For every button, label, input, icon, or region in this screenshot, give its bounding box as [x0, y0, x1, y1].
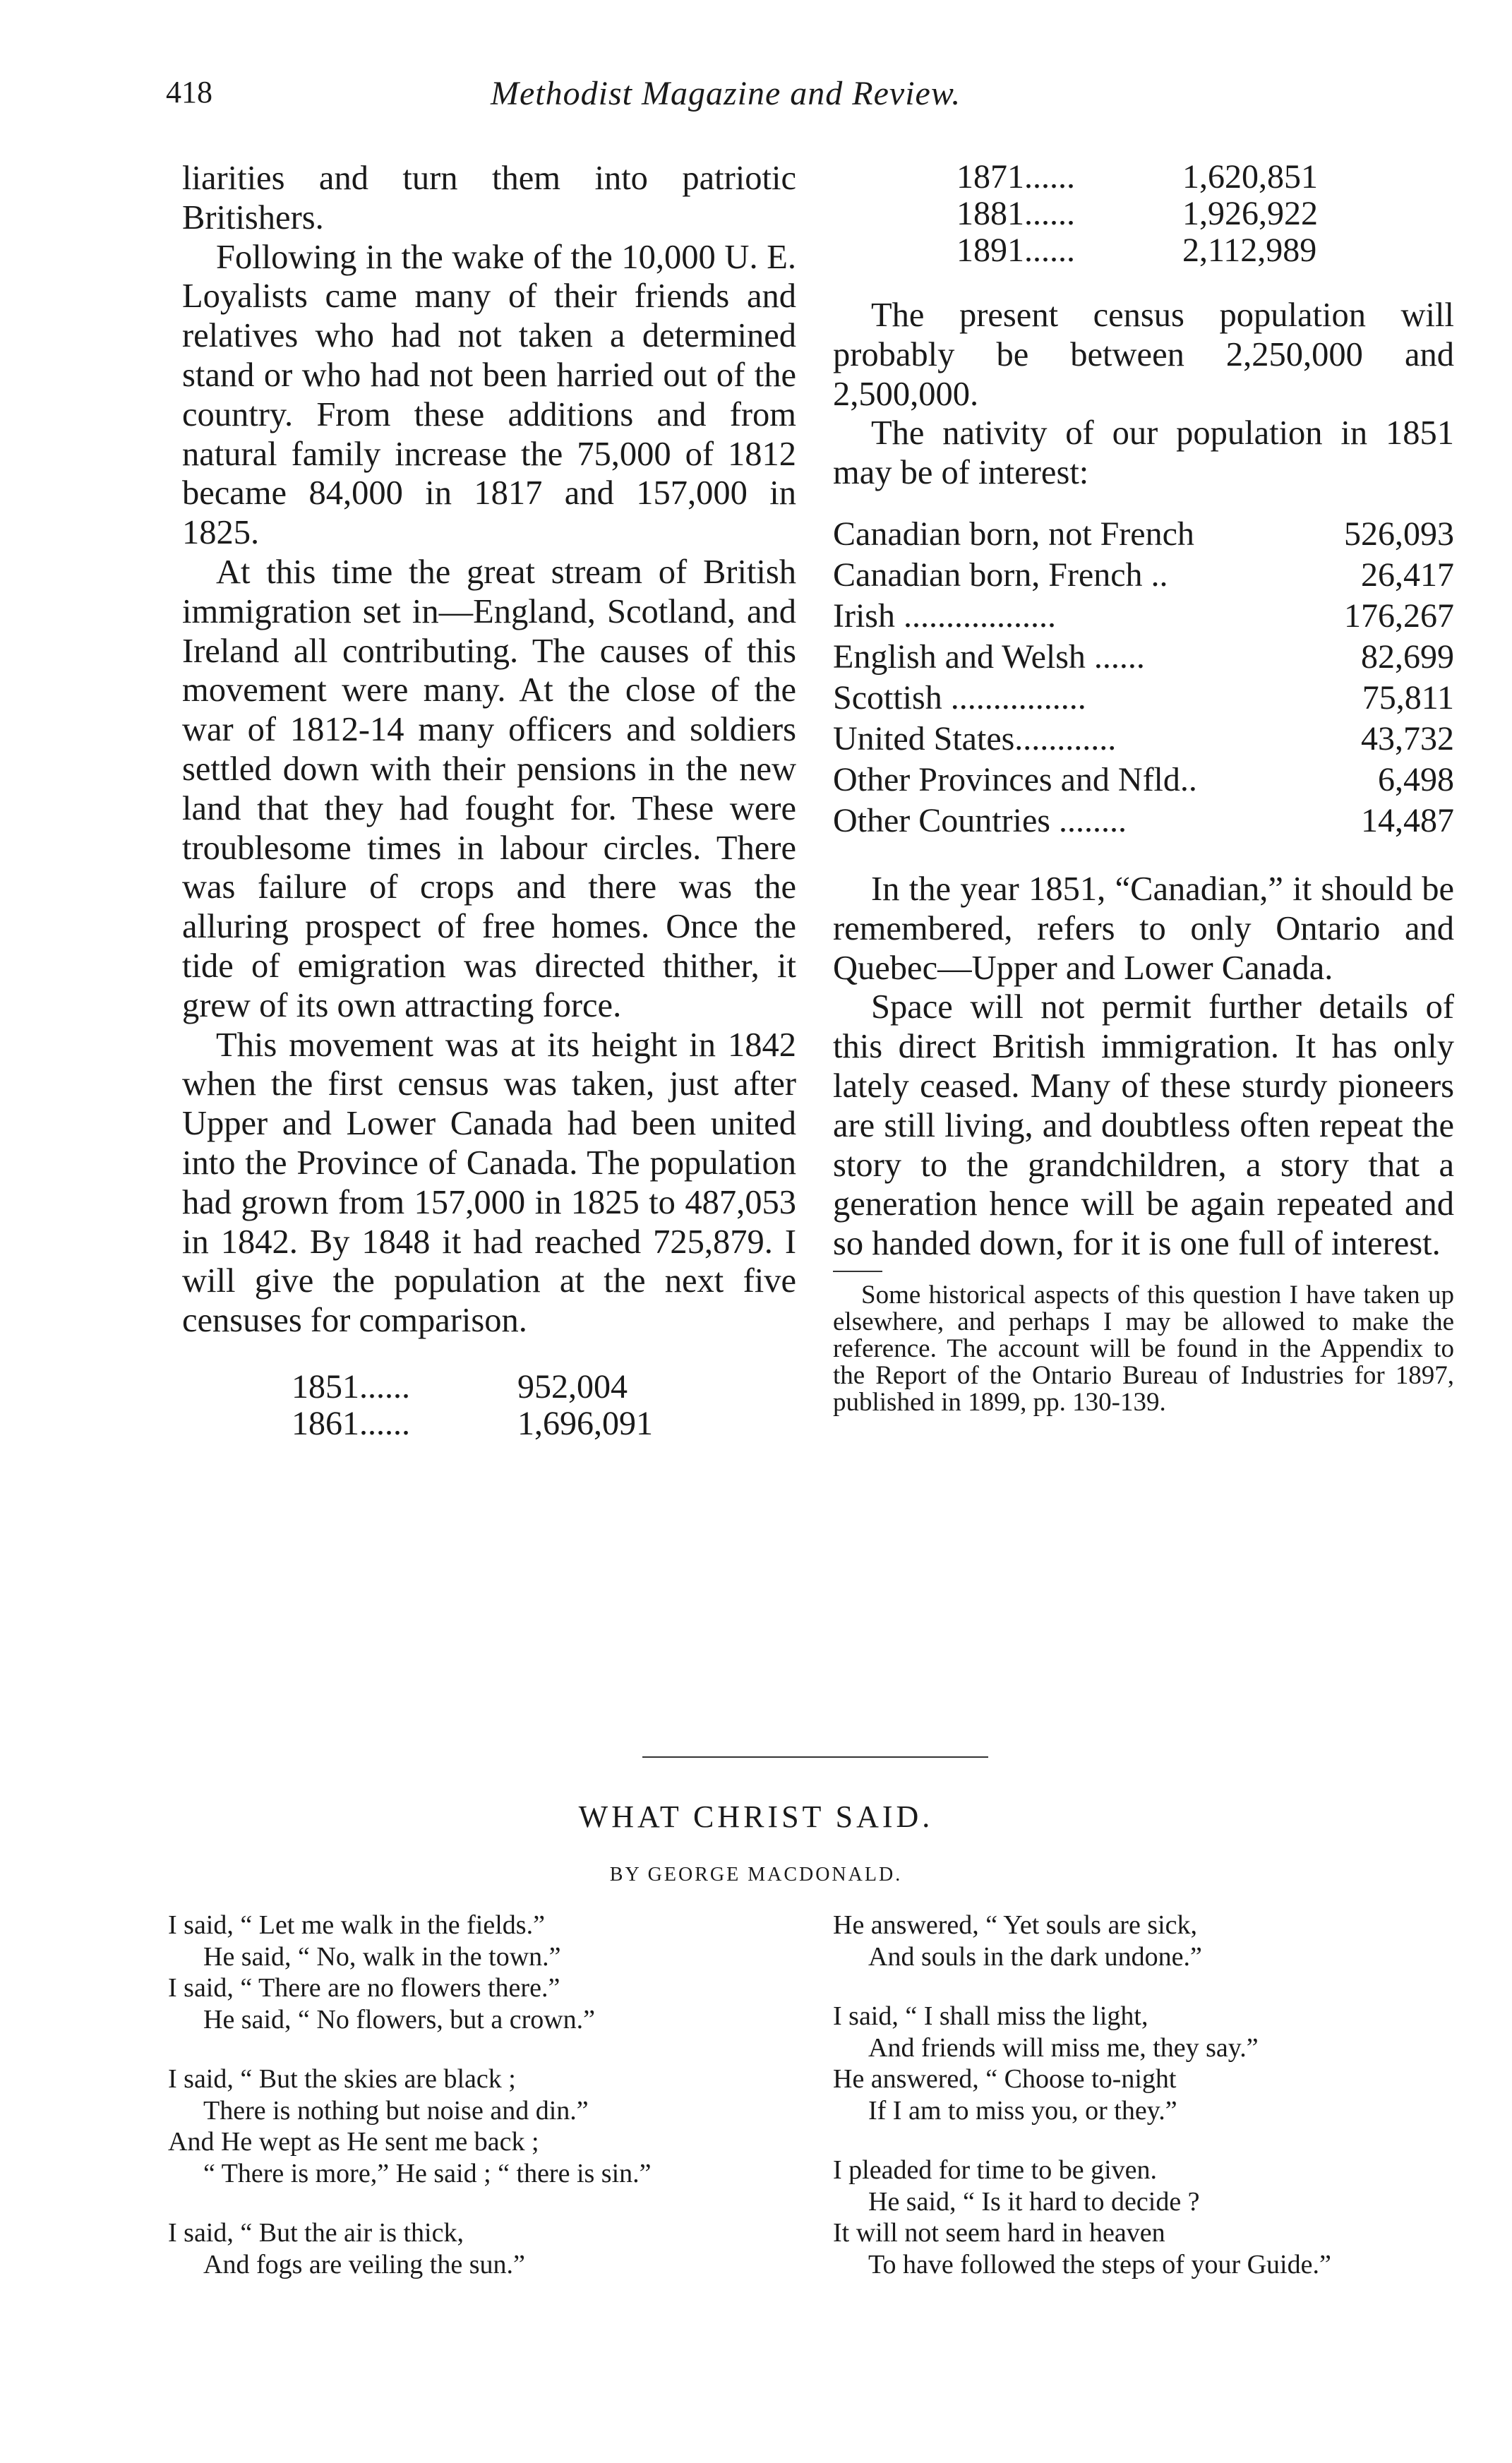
nativity-value: 43,732 — [1361, 719, 1454, 757]
nativity-label: Scottish ................ — [833, 678, 1086, 717]
census-value: 1,926,922 — [1182, 195, 1318, 232]
nativity-value: 526,093 — [1344, 515, 1454, 553]
nativity-value: 14,487 — [1361, 801, 1454, 839]
right-text-bottom — [833, 870, 1454, 1264]
census-year: 1861...... — [292, 1404, 410, 1442]
poem-line: And He wept as He sent me back ; — [168, 2127, 539, 2157]
left-column — [182, 159, 796, 1442]
poem-line: It will not seem hard in heaven — [833, 2218, 1165, 2248]
census-year: 1881...... — [956, 195, 1075, 232]
stanza — [833, 2001, 1468, 2126]
nativity-label: Other Provinces and Nfld.. — [833, 760, 1197, 798]
census-table-right — [833, 159, 1454, 269]
poem-line: He answered, “ Choose to-night — [833, 2064, 1177, 2094]
nativity-row — [833, 801, 1454, 841]
nativity-row — [833, 719, 1454, 760]
census-row — [292, 1369, 796, 1406]
nativity-label: English and Welsh ...... — [833, 637, 1145, 676]
poem-line: I said, “ Let me walk in the fields.” — [168, 1910, 545, 1940]
poem-left-column — [168, 1910, 803, 2308]
paragraph: In the year 1851, “Canadian,” it should be remembered, refers to only Ontario and Quebec—Upper and Lower Canada. — [833, 870, 1454, 987]
census-year: 1871...... — [956, 158, 1075, 196]
nativity-value: 26,417 — [1361, 556, 1454, 594]
poem-line: There is nothing but noise and din.” — [203, 2095, 589, 2126]
right-text-top — [833, 296, 1454, 493]
poem-author: BY GEORGE MACDONALD. — [609, 1864, 903, 1886]
page-number: 418 — [166, 75, 212, 109]
poem-line: I said, “ But the skies are black ; — [168, 2064, 516, 2094]
poem-line: I pleaded for time to be given. — [833, 2155, 1158, 2185]
poem-line: If I am to miss you, or they.” — [868, 2095, 1177, 2126]
census-row — [956, 232, 1454, 269]
nativity-value: 82,699 — [1361, 637, 1454, 676]
stanza — [168, 2217, 803, 2280]
paragraph: The nativity of our population in 1851 may be of interest: — [833, 414, 1454, 492]
poem-line: He said, “ No, walk in the town.” — [203, 1941, 561, 1972]
stanza — [833, 2155, 1468, 2280]
stanza — [833, 1910, 1468, 1972]
poem-line: And souls in the dark undone.” — [868, 1941, 1202, 1972]
footnote: Some historical aspects of this question I have taken up elsewhere, and perhaps I may be allowed to make the reference. The account will be found in the Appendix to the Report of the Ontario Bureau of Industries for 1897, published in 1899, pp. 130-139. — [833, 1280, 1454, 1417]
poem-line: He said, “ No flowers, but a crown.” — [203, 2004, 596, 2034]
census-value: 1,620,851 — [1182, 158, 1318, 196]
running-title: Methodist Magazine and Review. — [491, 75, 961, 112]
poem-line: And friends will miss me, they say.” — [868, 2032, 1259, 2063]
nativity-row — [833, 596, 1454, 637]
section-divider — [642, 1756, 988, 1758]
nativity-row — [833, 555, 1454, 596]
poem-line: I said, “ I shall miss the light, — [833, 2001, 1148, 2031]
nativity-row — [833, 760, 1454, 801]
paragraph: Following in the wake of the 10,000 U. E. Loyalists came many of their friends and relatives who had not taken a determined stand or who had not been harried out of the country. From these additions and from natural family increase the 75,000 of 1812 became 84,000 in 1817 and 157,000 in 1825. — [182, 238, 796, 552]
nativity-label: United States............ — [833, 719, 1117, 757]
nativity-label: Canadian born, not French — [833, 515, 1194, 553]
nativity-value: 75,811 — [1362, 678, 1454, 717]
poem-right-column — [833, 1910, 1468, 2308]
census-row — [956, 159, 1454, 196]
paragraph: liarities and turn them into patriotic Britishers. — [182, 160, 796, 236]
right-column — [833, 159, 1454, 1416]
stanza — [168, 2063, 803, 2189]
nativity-value: 176,267 — [1344, 597, 1454, 635]
poem-line: “ There is more,” He said ; “ there is sin.” — [203, 2158, 652, 2188]
census-row — [292, 1406, 796, 1442]
paragraph: At this time the great stream of British immigration set in—England, Scotland, and Ireland all contributing. The causes of this movement were many. At the close of the war of 1812-14 many officers and soldiers settled down with their pensions in the new land that they had fought for. These were troublesome times in labour circles. There was failure of crops and there was the alluring prospect of free homes. Once the tide of emigration was directed thither, it grew of its own attracting force. — [182, 553, 796, 1024]
page-header — [166, 74, 1415, 124]
poem-line: And fogs are veiling the sun.” — [203, 2249, 525, 2279]
nativity-label: Other Countries ........ — [833, 801, 1127, 839]
paragraph: Space will not permit further details of this direct British immigration. It has only lately ceased. Many of these sturdy pioneers are still living, and doubtless often repeat the story to the grandchildren, a story that a generation hence will be again repeated and so handed down, for it is one full of interest. — [833, 988, 1454, 1263]
census-value: 1,696,091 — [517, 1404, 653, 1442]
footnote-rule — [833, 1271, 882, 1272]
poem-line: He answered, “ Yet souls are sick, — [833, 1910, 1198, 1940]
poem-line: To have followed the steps of your Guide.” — [868, 2249, 1331, 2279]
census-row — [956, 196, 1454, 232]
stanza — [168, 1910, 803, 2035]
nativity-value: 6,498 — [1378, 760, 1454, 798]
nativity-row — [833, 514, 1454, 555]
census-year: 1891...... — [956, 232, 1075, 269]
nativity-row — [833, 637, 1454, 678]
poem-title: WHAT CHRIST SAID. — [578, 1799, 934, 1834]
nativity-table — [833, 514, 1454, 841]
nativity-label: Irish .................. — [833, 597, 1056, 635]
nativity-row — [833, 678, 1454, 719]
census-table-left — [182, 1369, 796, 1442]
census-value: 2,112,989 — [1182, 232, 1317, 269]
poem-line: He said, “ Is it hard to decide ? — [868, 2186, 1200, 2217]
poem-line: I said, “ But the air is thick, — [168, 2218, 464, 2248]
census-value: 952,004 — [517, 1367, 628, 1406]
census-year: 1851...... — [292, 1367, 410, 1406]
poem-line: I said, “ There are no flowers there.” — [168, 1973, 560, 2003]
paragraph: This movement was at its height in 1842 when the first census was taken, just after Upper and Lower Canada had been united into the Province of Canada. The population had grown from 157,000 in 1825 to 487,053 in 1842. By 1848 it had reached 725,879. I will give the population at the next five censuses for comparison. — [182, 1026, 796, 1340]
nativity-label: Canadian born, French .. — [833, 556, 1168, 594]
paragraph: The present census population will probably be between 2,250,000 and 2,500,000. — [833, 296, 1454, 413]
